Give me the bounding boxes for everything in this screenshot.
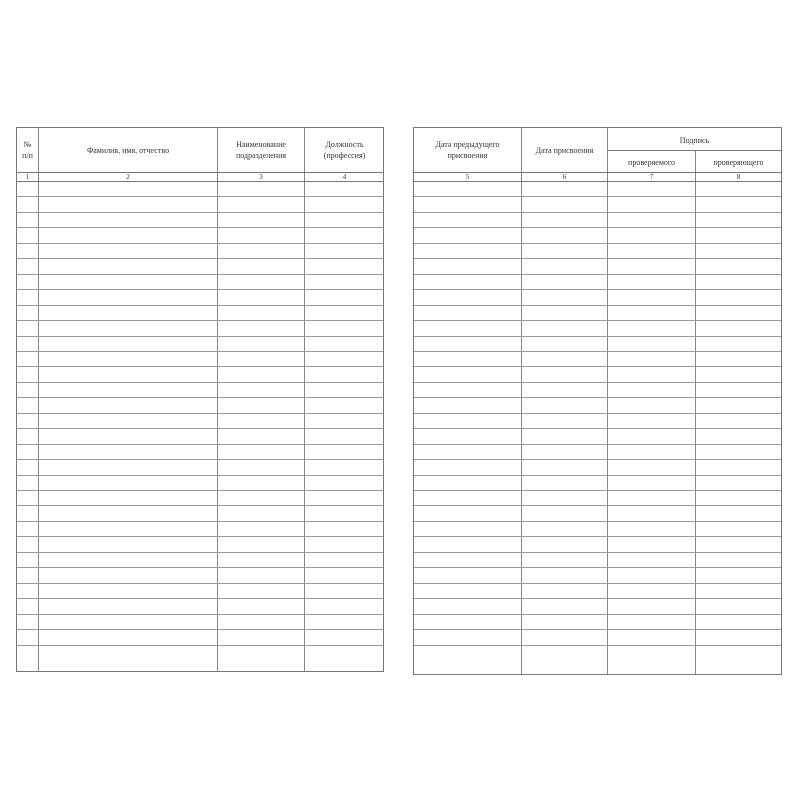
column-number: 8 [736,173,741,181]
table-row-line [414,444,781,445]
header-divider [414,172,781,173]
table-row-line [17,614,383,615]
table-row-line [414,629,781,630]
column-number: 3 [259,173,263,181]
left-journal-page [16,127,384,672]
header-signature-checked: проверяемого [628,157,675,167]
column-number: 5 [465,173,470,181]
column-number-divider [17,181,383,182]
table-row-line [414,336,781,337]
table-row-line [17,490,383,491]
table-row-line [414,196,781,197]
table-row-line [414,567,781,568]
table-row-line [414,289,781,290]
header-signature-checker: проверяющего [713,157,764,167]
table-row-line [17,351,383,352]
table-row-line [414,536,781,537]
table-row-line [414,227,781,228]
column-divider [38,128,39,671]
table-row-line [414,428,781,429]
table-row-line [17,382,383,383]
table-row-line [414,305,781,306]
table-row-line [414,320,781,321]
header-previous-date: Дата предыдущего присвоения [435,140,500,160]
table-row-line [17,552,383,553]
table-row-line [414,351,781,352]
table-row-line [17,305,383,306]
table-row-line [17,336,383,337]
table-row-line [17,428,383,429]
table-row-line [17,320,383,321]
column-number: 2 [126,173,130,181]
header-full-name: Фамилия, имя, отчество [86,145,170,155]
table-row-line [17,227,383,228]
table-row-line [414,274,781,275]
table-row-line [414,258,781,259]
table-row-line [414,413,781,414]
column-divider [304,128,305,671]
table-row-line [17,459,383,460]
signature-subheader-divider [607,150,781,151]
column-number-divider [414,181,781,182]
header-divider [17,172,383,173]
table-row-line [17,444,383,445]
column-number: 7 [649,173,654,181]
table-row-line [17,505,383,506]
table-row-line [17,274,383,275]
table-row-line [17,645,383,646]
header-signature: Подпись [679,135,710,145]
table-row-line [414,645,781,646]
column-divider [521,128,522,674]
column-divider [217,128,218,671]
column-number: 1 [25,173,30,181]
table-row-line [17,243,383,244]
table-row-line [414,243,781,244]
header-position: Должность (профессия) [323,140,366,160]
column-divider [695,150,696,674]
table-row-line [17,366,383,367]
table-row-line [414,490,781,491]
table-row-line [414,552,781,553]
table-row-line [17,583,383,584]
table-row-line [414,583,781,584]
table-row-line [414,521,781,522]
table-row-line [414,475,781,476]
table-row-line [17,289,383,290]
column-number: 6 [562,173,567,181]
table-row-line [414,212,781,213]
column-divider [607,128,608,674]
table-row-line [414,614,781,615]
header-department: Наименование подразделения [235,140,287,160]
table-row-line [17,598,383,599]
table-row-line [17,521,383,522]
table-row-line [414,505,781,506]
table-row-line [414,598,781,599]
table-row-line [414,459,781,460]
table-row-line [414,397,781,398]
table-row-line [17,629,383,630]
table-row-line [17,397,383,398]
header-row-number: № п/п [22,140,33,160]
table-row-line [414,366,781,367]
header-assignment-date: Дата присвоения [535,145,594,155]
table-row-line [414,382,781,383]
table-row-line [17,212,383,213]
table-row-line [17,536,383,537]
table-row-line [17,567,383,568]
table-row-line [17,413,383,414]
column-number: 4 [342,173,347,181]
table-row-line [17,475,383,476]
table-row-line [17,196,383,197]
table-row-line [17,258,383,259]
right-journal-page [413,127,782,675]
